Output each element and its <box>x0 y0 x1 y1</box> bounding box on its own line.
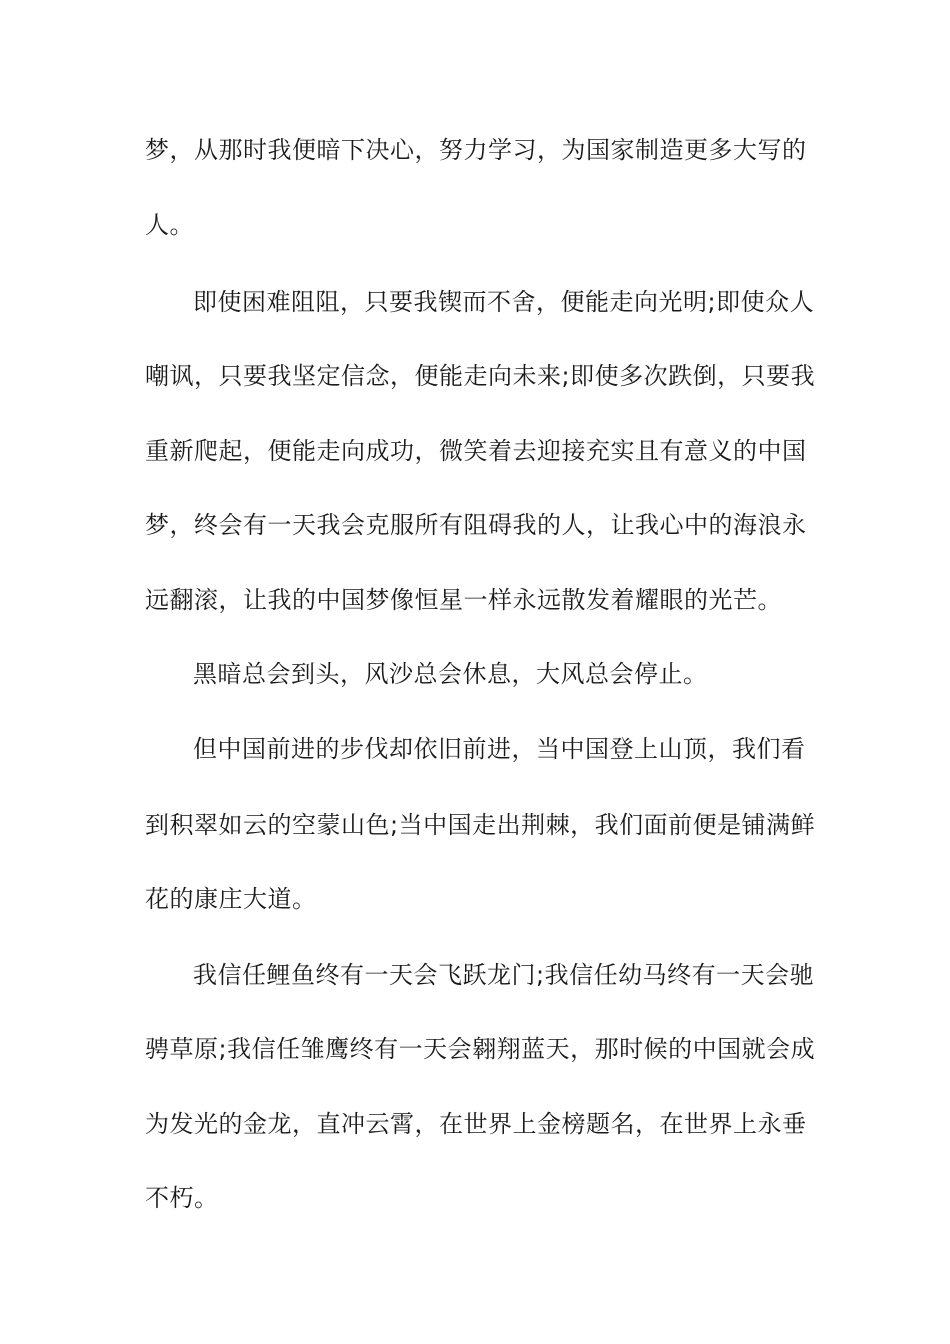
paragraph-first-line: 即使困难阻阻，只要我锲而不舍，便能走向光明;即使众人 <box>193 288 815 316</box>
text-line: 远翻滚，让我的中国梦像恒星一样永远散发着耀眼的光芒。 <box>145 586 782 614</box>
text-line: 骋草原;我信任雏鹰终有一天会翱翔蓝天，那时候的中国就会成 <box>145 1035 816 1063</box>
text-line: 重新爬起，便能走向成功，微笑着去迎接充实且有意义的中国 <box>145 437 807 465</box>
paragraph-first-line: 但中国前进的步伐却依旧前进，当中国登上山顶，我们看 <box>193 735 806 763</box>
text-line: 嘲讽，只要我坚定信念，便能走向未来;即使多次跌倒，只要我 <box>145 362 816 390</box>
text-line: 为发光的金龙，直冲云霄，在世界上金榜题名，在世界上永垂 <box>145 1110 807 1138</box>
paragraph-first-line: 我信任鲤鱼终有一天会飞跃龙门;我信任幼马终有一天会驰 <box>193 961 815 989</box>
text-line: 梦，终会有一天我会克服所有阻碍我的人，让我心中的海浪永 <box>145 511 807 539</box>
text-line: 不朽。 <box>145 1184 219 1212</box>
text-line: 花的康庄大道。 <box>145 885 317 913</box>
paragraph-first-line: 黑暗总会到头，风沙总会休息，大风总会停止。 <box>193 660 708 688</box>
text-line: 人。 <box>145 211 194 239</box>
text-line: 梦，从那时我便暗下决心，努力学习，为国家制造更多大写的 <box>145 136 807 164</box>
text-line: 到积翠如云的空蒙山色;当中国走出荆棘，我们面前便是铺满鲜 <box>145 811 816 839</box>
